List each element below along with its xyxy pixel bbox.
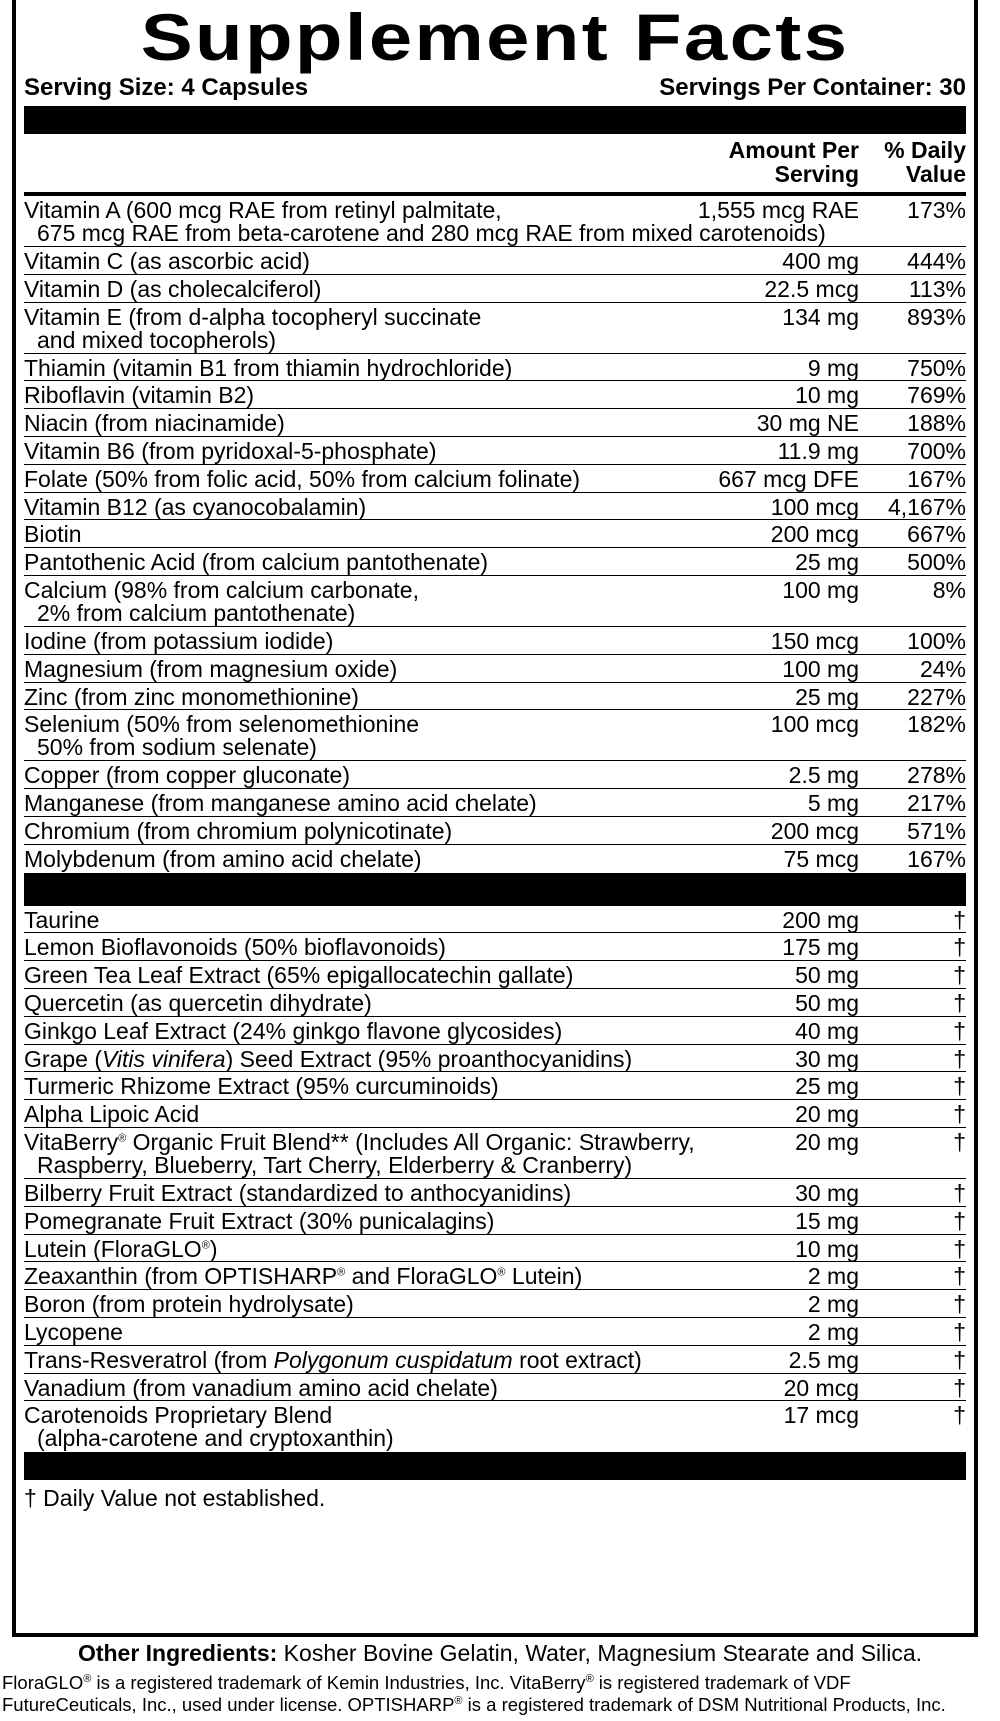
nutrient-daily-value: 4,167%: [887, 493, 966, 520]
nutrient-row: [24, 1179, 966, 1207]
nutrient-daily-value: 444%: [907, 248, 966, 274]
nutrient-row: [24, 409, 966, 437]
nutrient-amount: 30 mg NE: [756, 410, 859, 437]
nutrient-row: [24, 1100, 966, 1128]
nutrient-name: Trans-Resveratrol (from Polygonum cuspidatum root extract): [24, 1346, 642, 1373]
nutrient-amount: 1,555 mcg RAE: [697, 197, 859, 223]
serving-info: [16, 70, 974, 106]
other-nutrient-list: [24, 906, 966, 1453]
nutrient-amount: 2 mg: [807, 1318, 859, 1345]
vitamin-mineral-list: [24, 196, 966, 873]
nutrient-daily-value: †: [953, 1263, 966, 1290]
supplement-facts-panel: [12, 0, 978, 1637]
nutrient-row: [24, 845, 966, 873]
nutrient-daily-value: 750%: [907, 354, 966, 381]
nutrient-amount: 200 mg: [782, 906, 859, 933]
nutrient-name: Bilberry Fruit Extract (standardized to anthocyanidins): [24, 1179, 572, 1206]
nutrient-daily-value: 500%: [907, 549, 966, 576]
divider-bar: [24, 106, 966, 134]
nutrient-amount: 2 mg: [807, 1263, 859, 1290]
nutrient-daily-value: †: [953, 1235, 966, 1262]
nutrient-row: [24, 789, 966, 817]
nutrient-name: Quercetin (as quercetin dihydrate): [24, 989, 372, 1016]
trademark-line: FloraGLO® is a registered trademark of Kemin Industries, Inc. VitaBerry® is registered trademark of VDF: [2, 1672, 851, 1693]
nutrient-amount: 20 mg: [795, 1101, 859, 1128]
nutrient-name: Iodine (from potassium iodide): [24, 627, 334, 654]
nutrient-row: [24, 1401, 966, 1452]
nutrient-daily-value: 8%: [932, 576, 966, 603]
divider-bar: [24, 1452, 966, 1480]
other-ingredients-label: Other Ingredients:: [77, 1640, 278, 1666]
nutrient-daily-value: †: [953, 1045, 966, 1072]
nutrient-amount: 5 mg: [807, 790, 859, 817]
nutrient-amount: 2 mg: [807, 1291, 859, 1318]
nutrient-amount: 134 mg: [782, 303, 859, 330]
nutrient-amount: 10 mg: [795, 382, 859, 409]
nutrient-row: [24, 1290, 966, 1318]
nutrient-row: [24, 1128, 966, 1179]
nutrient-row: [24, 906, 966, 934]
nutrient-name: Molybdenum (from amino acid chelate): [24, 845, 422, 872]
nutrient-amount: 9 mg: [807, 354, 859, 381]
nutrient-daily-value: 100%: [907, 627, 966, 654]
nutrient-name: Vanadium (from vanadium amino acid chelate): [24, 1374, 498, 1401]
nutrient-daily-value: 700%: [907, 437, 966, 464]
nutrient-name: Lemon Bioflavonoids (50% bioflavonoids): [24, 934, 446, 961]
nutrient-row: [24, 627, 966, 655]
trademark-line: FutureCeuticals, Inc., used under license. OPTISHARP® is a registered trademark of DSM Nutritional Products, Inc.: [2, 1694, 946, 1715]
nutrient-amount: 175 mg: [782, 934, 859, 961]
nutrient-name: Boron (from protein hydrolysate): [24, 1291, 354, 1318]
nutrient-row: [24, 1374, 966, 1402]
nutrient-daily-value: †: [953, 1374, 966, 1401]
nutrient-row: [24, 1262, 966, 1290]
nutrient-daily-value: 24%: [919, 655, 966, 682]
nutrient-row: [24, 275, 966, 303]
column-headers: [24, 134, 966, 196]
nutrient-row: [24, 247, 966, 275]
daily-value-header: % Daily Value: [884, 137, 966, 187]
nutrient-row: [24, 655, 966, 683]
nutrient-row: [24, 1045, 966, 1073]
nutrient-row: [24, 437, 966, 465]
nutrient-name: Selenium (50% from selenomethionine 50% from sodium selenate): [24, 711, 420, 761]
nutrient-name: Taurine: [24, 906, 100, 933]
nutrient-amount: 20 mg: [795, 1128, 859, 1155]
nutrient-daily-value: †: [953, 1017, 966, 1044]
nutrient-daily-value: 278%: [907, 762, 966, 789]
nutrient-daily-value: †: [953, 1346, 966, 1373]
nutrient-name: Niacin (from niacinamide): [24, 410, 285, 437]
servings-per-container: Servings Per Container: 30: [659, 74, 966, 101]
nutrient-daily-value: †: [953, 934, 966, 961]
nutrient-name: Calcium (98% from calcium carbonate, 2% from calcium pantothenate): [24, 576, 419, 626]
nutrient-name: Biotin: [24, 521, 82, 548]
nutrient-row: [24, 196, 966, 247]
nutrient-row: [24, 1318, 966, 1346]
nutrient-amount: 20 mcg: [783, 1374, 859, 1401]
nutrient-daily-value: †: [953, 1128, 966, 1155]
nutrient-daily-value: 667%: [907, 521, 966, 548]
nutrient-name: Thiamin (vitamin B1 from thiamin hydrochloride): [24, 354, 513, 381]
serving-size: Serving Size: 4 Capsules: [24, 74, 309, 101]
nutrient-name: Folate (50% from folic acid, 50% from calcium folinate): [24, 465, 581, 492]
nutrient-row: [24, 989, 966, 1017]
amount-header: Amount Per Serving: [728, 137, 859, 187]
nutrient-daily-value: †: [953, 989, 966, 1016]
nutrient-name: VitaBerry® Organic Fruit Blend** (Includes All Organic: Strawberry, Raspberry, Blueberry, Tart Cherry, Elderberry & Cranberry): [24, 1128, 695, 1178]
nutrient-name: Vitamin E (from d-alpha tocopheryl succinate and mixed tocopherols): [24, 303, 482, 353]
nutrient-amount: 25 mg: [795, 549, 859, 576]
nutrient-name: Carotenoids Proprietary Blend (alpha-carotene and cryptoxanthin): [24, 1402, 394, 1452]
nutrient-name: Zinc (from zinc monomethionine): [24, 683, 359, 710]
nutrient-daily-value: 188%: [907, 410, 966, 437]
trademark-notice: [2, 1672, 998, 1716]
other-ingredients-text: Kosher Bovine Gelatin, Water, Magnesium Stearate and Silica.: [277, 1640, 923, 1666]
nutrient-daily-value: †: [953, 1318, 966, 1345]
nutrient-daily-value: 227%: [907, 683, 966, 710]
nutrient-row: [24, 710, 966, 761]
nutrient-name: Alpha Lipoic Acid: [24, 1101, 200, 1128]
nutrient-name: Grape (Vitis vinifera) Seed Extract (95% proanthocyanidins): [24, 1045, 633, 1072]
nutrient-row: [24, 933, 966, 961]
nutrient-amount: 100 mcg: [770, 493, 859, 520]
nutrient-amount: 100 mcg: [770, 711, 859, 738]
nutrient-amount: 75 mcg: [783, 845, 859, 872]
nutrient-name: Vitamin D (as cholecalciferol): [24, 275, 322, 302]
nutrient-name: Pantothenic Acid (from calcium pantothenate): [24, 549, 489, 576]
nutrient-row: [24, 1207, 966, 1235]
nutrient-amount: 11.9 mg: [777, 437, 859, 464]
nutrient-daily-value: 167%: [907, 465, 966, 492]
nutrient-amount: 30 mg: [795, 1045, 859, 1072]
nutrient-amount: 30 mg: [795, 1179, 859, 1206]
nutrient-daily-value: 167%: [907, 845, 966, 872]
nutrient-row: [24, 303, 966, 354]
nutrient-name: Vitamin B12 (as cyanocobalamin): [24, 493, 367, 520]
nutrient-daily-value: †: [953, 1291, 966, 1318]
nutrient-amount: 50 mg: [795, 962, 859, 989]
daily-value-footnote: † Daily Value not established.: [24, 1485, 326, 1512]
nutrient-row: [24, 576, 966, 627]
nutrient-name: Manganese (from manganese amino acid chelate): [24, 790, 537, 817]
nutrient-name: Lycopene: [24, 1318, 123, 1345]
nutrient-row: [24, 381, 966, 409]
nutrient-row: [24, 817, 966, 845]
nutrient-daily-value: 113%: [908, 275, 966, 302]
nutrient-amount: 667 mcg DFE: [718, 465, 859, 492]
nutrient-daily-value: †: [953, 1179, 966, 1206]
nutrient-name: Zeaxanthin (from OPTISHARP® and FloraGLO® Lutein): [24, 1263, 583, 1290]
nutrient-amount: 200 mcg: [770, 817, 859, 844]
nutrient-amount: 22.5 mcg: [764, 275, 859, 302]
nutrient-daily-value: †: [953, 962, 966, 989]
nutrient-daily-value: 769%: [907, 382, 966, 409]
nutrient-amount: 40 mg: [795, 1017, 859, 1044]
nutrient-amount: 17 mcg: [783, 1402, 859, 1429]
nutrient-daily-value: †: [953, 906, 966, 933]
nutrient-amount: 400 mg: [782, 248, 859, 274]
nutrient-daily-value: 571%: [907, 817, 966, 844]
nutrient-name: Ginkgo Leaf Extract (24% ginkgo flavone glycosides): [24, 1017, 563, 1044]
nutrient-row: [24, 1346, 966, 1374]
nutrient-amount: 100 mg: [782, 576, 859, 603]
nutrient-name: Green Tea Leaf Extract (65% epigallocatechin gallate): [24, 962, 574, 989]
nutrient-row: [24, 1072, 966, 1100]
nutrient-name: Pomegranate Fruit Extract (30% punicalagins): [24, 1207, 495, 1234]
nutrient-daily-value: 893%: [907, 303, 966, 330]
nutrient-amount: 2.5 mg: [788, 1346, 859, 1373]
nutrient-row: [24, 683, 966, 711]
divider-bar: [24, 873, 966, 906]
nutrient-name: Turmeric Rhizome Extract (95% curcuminoids): [24, 1073, 499, 1100]
nutrient-daily-value: †: [953, 1402, 966, 1429]
nutrient-amount: 10 mg: [795, 1235, 859, 1262]
nutrient-row: [24, 548, 966, 576]
panel-title: Supplement Facts: [140, 0, 850, 74]
nutrient-daily-value: 182%: [907, 711, 966, 738]
nutrient-name: Vitamin B6 (from pyridoxal-5-phosphate): [24, 437, 437, 464]
nutrient-name: Vitamin C (as ascorbic acid): [24, 248, 310, 274]
nutrient-daily-value: †: [953, 1073, 966, 1100]
nutrient-daily-value: †: [953, 1207, 966, 1234]
nutrient-name: Lutein (FloraGLO®): [24, 1235, 218, 1262]
nutrient-amount: 100 mg: [782, 655, 859, 682]
nutrient-amount: 200 mcg: [770, 521, 859, 548]
nutrient-amount: 25 mg: [795, 683, 859, 710]
nutrient-row: [24, 465, 966, 493]
nutrient-name: Chromium (from chromium polynicotinate): [24, 817, 453, 844]
nutrient-row: [24, 1235, 966, 1263]
nutrient-daily-value: †: [953, 1101, 966, 1128]
nutrient-daily-value: 217%: [907, 790, 966, 817]
nutrient-daily-value: 173%: [907, 197, 966, 223]
nutrient-row: [24, 761, 966, 789]
nutrient-amount: 2.5 mg: [788, 762, 859, 789]
nutrient-name: Riboflavin (vitamin B2): [24, 382, 255, 409]
nutrient-amount: 150 mcg: [770, 627, 859, 654]
nutrient-amount: 15 mg: [795, 1207, 859, 1234]
nutrient-row: [24, 520, 966, 548]
other-ingredients: [0, 1640, 1000, 1666]
nutrient-row: [24, 493, 966, 521]
nutrient-name: Vitamin A (600 mcg RAE from retinyl palmitate, 675 mcg RAE from beta-carotene and 280 mcg RAE from mixed carotenoids): [24, 197, 826, 246]
nutrient-amount: 50 mg: [795, 989, 859, 1016]
nutrient-row: [24, 1017, 966, 1045]
nutrient-row: [24, 354, 966, 382]
nutrient-name: Magnesium (from magnesium oxide): [24, 655, 398, 682]
nutrient-name: Copper (from copper gluconate): [24, 762, 350, 789]
nutrient-amount: 25 mg: [795, 1073, 859, 1100]
nutrient-row: [24, 961, 966, 989]
